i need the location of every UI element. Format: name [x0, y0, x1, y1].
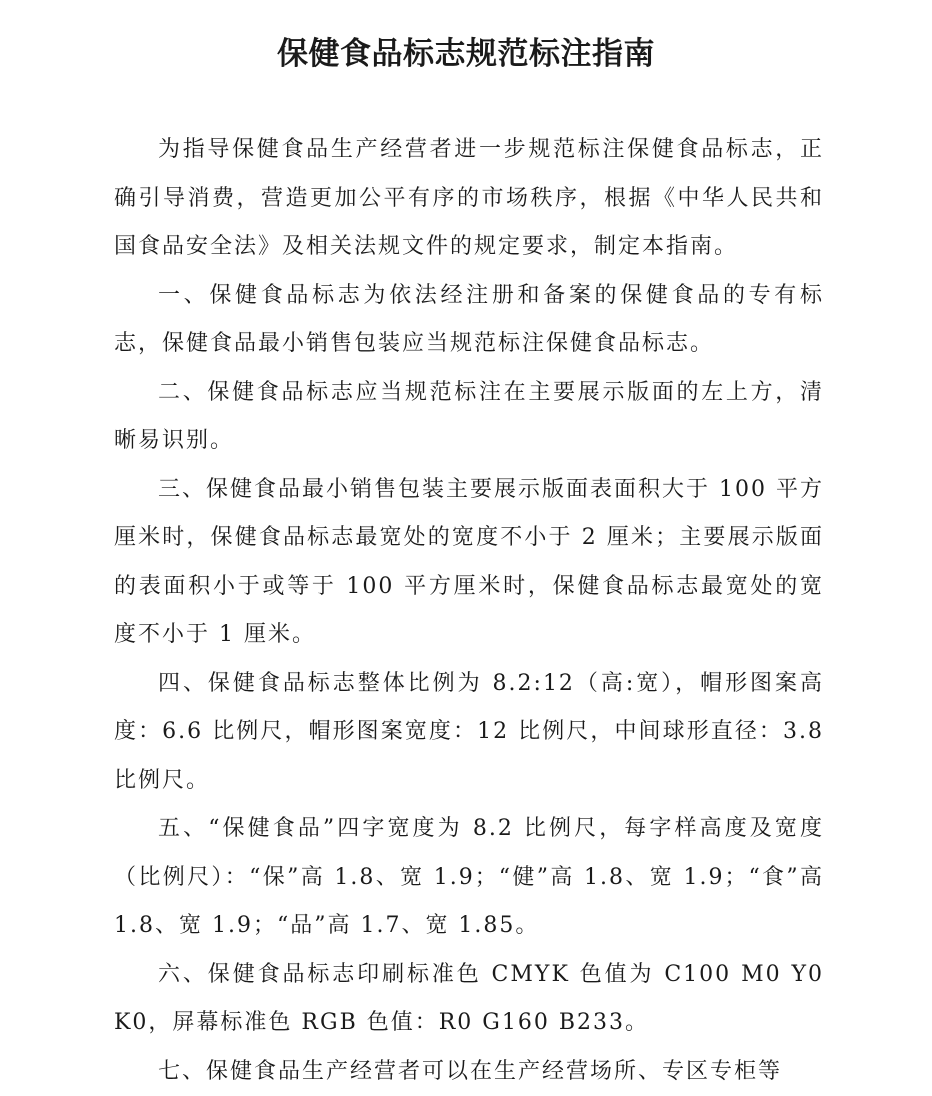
document-body [114, 126, 824, 1096]
paragraph-item-3: 三、保健食品最小销售包装主要展示版面表面积大于 100 平方厘米时，保健食品标志最宽处的宽度不小于 2 厘米；主要展示版面的表面积小于或等于 100 平方厘米时，保健食品标志最宽处的宽度不小于 1 厘米。 [114, 466, 824, 660]
document-title: 保健食品标志规范标注指南 [0, 28, 932, 80]
paragraph-item-4: 四、保健食品标志整体比例为 8.2:12（高:宽），帽形图案高度：6.6 比例尺，帽形图案宽度：12 比例尺，中间球形直径：3.8 比例尺。 [114, 660, 824, 806]
paragraph-item-7: 七、保健食品生产经营者可以在生产经营场所、专区专柜等 [114, 1048, 824, 1096]
paragraph-item-5: 五、“保健食品”四字宽度为 8.2 比例尺，每字样高度及宽度（比例尺）：“保”高 1.8、宽 1.9；“健”高 1.8、宽 1.9；“食”高 1.8、宽 1.9；“品”高 1.7、宽 1.85。 [114, 805, 824, 951]
paragraph-item-1: 一、保健食品标志为依法经注册和备案的保健食品的专有标志，保健食品最小销售包装应当规范标注保健食品标志。 [114, 272, 824, 369]
paragraph-item-2: 二、保健食品标志应当规范标注在主要展示版面的左上方，清晰易识别。 [114, 369, 824, 466]
paragraph-preamble: 为指导保健食品生产经营者进一步规范标注保健食品标志，正确引导消费，营造更加公平有序的市场秩序，根据《中华人民共和国食品安全法》及相关法规文件的规定要求，制定本指南。 [114, 126, 824, 272]
paragraph-item-6: 六、保健食品标志印刷标准色 CMYK 色值为 C100 M0 Y0 K0，屏幕标准色 RGB 色值：R0 G160 B233。 [114, 951, 824, 1048]
